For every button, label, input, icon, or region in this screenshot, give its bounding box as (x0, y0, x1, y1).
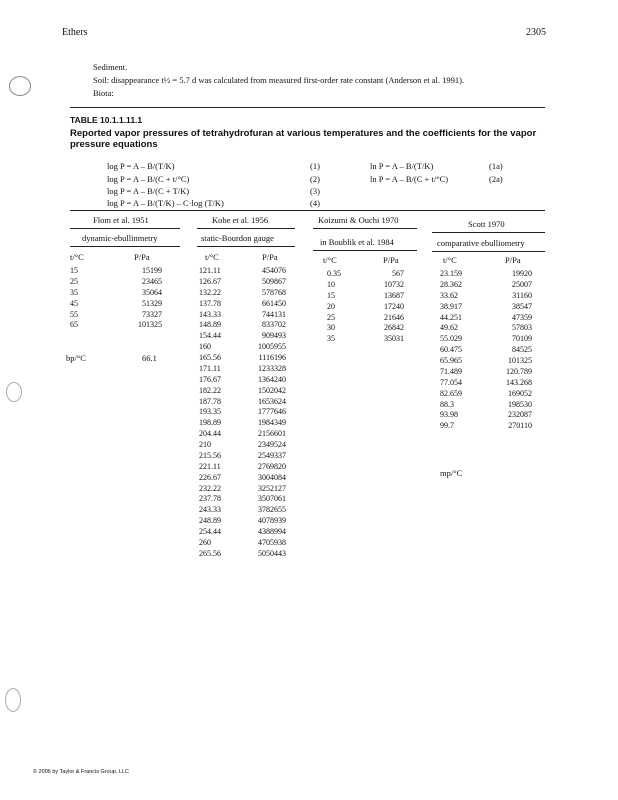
group2-t-cell: 121.11 (199, 266, 221, 275)
group4-t-cell: 55.029 (440, 334, 462, 344)
group2-p-cell: 4388994 (258, 527, 286, 536)
group2-p-cell: 661450 (262, 298, 286, 308)
group4-p-cell: 169052 (508, 388, 532, 398)
group4-p-cell: 47359 (512, 312, 532, 322)
group1-p-cell: 35064 (142, 287, 162, 297)
group4-author-rule (432, 232, 545, 233)
group3-p-cell: 567 (392, 269, 404, 278)
group3-header-p: P/Pa (383, 255, 399, 265)
group2-t-cell: 265.56 (199, 548, 221, 558)
group2-t-cell: 193.35 (199, 407, 221, 417)
group2-t-cell: 187.78 (199, 396, 221, 406)
group3-p-cell: 10732 (384, 279, 404, 289)
group2-t-cell: 237.78 (199, 494, 221, 504)
group4-header-p: P/Pa (505, 255, 521, 265)
group2-t-cell: 226.67 (199, 472, 221, 482)
group1-method: dynamic-ebullinmetry (82, 233, 158, 243)
group2-p-cell: 1502042 (258, 385, 286, 395)
group2-header-t: t/°C (205, 252, 219, 262)
table-top-rule (70, 107, 545, 108)
group3-p-cell: 35031 (384, 334, 404, 344)
running-header-title: Ethers (62, 27, 88, 38)
group1-p-cell: 15199 (142, 266, 162, 275)
group2-p-column (240, 266, 286, 560)
group3-t-cell: 20 (327, 301, 335, 311)
group4-method-rule (432, 251, 545, 252)
group2-t-cell: 165.56 (199, 353, 221, 362)
group3-p-cell: 21646 (384, 312, 404, 322)
group1-p-column (120, 266, 162, 331)
group4-p-cell: 31160 (512, 290, 532, 300)
equation-1: log P = A – B/(T/K) (107, 161, 175, 171)
group2-t-cell: 221.11 (199, 461, 221, 471)
group3-header-t: t/°C (323, 255, 337, 265)
equation-2a: ln P = A – B/(C + t/°C) (370, 174, 449, 184)
group2-author: Kobe et al. 1956 (212, 215, 269, 225)
group2-p-cell: 3004084 (258, 472, 286, 482)
group2-p-cell: 4078939 (258, 516, 286, 526)
group2-p-cell: 909493 (262, 331, 286, 341)
group3-t-cell: 15 (327, 290, 335, 300)
group2-t-cell: 143.33 (199, 309, 221, 319)
group4-t-cell: 99.7 (440, 421, 454, 431)
group4-t-cell: 49.62 (440, 323, 458, 333)
group4-method: comparative ebulliometry (437, 238, 525, 248)
group2-t-cell: 137.78 (199, 298, 221, 308)
group2-t-cell: 243.33 (199, 505, 221, 515)
group2-t-cell: 204.44 (199, 429, 221, 439)
group2-p-cell: 1653624 (258, 396, 286, 406)
group4-p-cell: 19920 (512, 269, 532, 278)
equation-2: log P = A – B/(C + t/°C) (107, 174, 190, 184)
group2-p-cell: 509867 (262, 276, 286, 286)
group1-header-p: P/Pa (134, 252, 150, 262)
group4-t-cell: 82.659 (440, 388, 462, 398)
group4-p-cell: 270110 (508, 421, 532, 431)
equation-3-number: (3) (310, 186, 320, 196)
group2-t-cell: 182.22 (199, 385, 221, 395)
group2-author-rule (197, 228, 295, 229)
group2-p-cell: 1364240 (258, 374, 286, 384)
group2-t-cell: 132.22 (199, 287, 221, 297)
group4-author: Scott 1970 (468, 219, 505, 229)
table-caption-line2: pressure equations (70, 139, 158, 150)
group4-t-cell: 33.62 (440, 290, 458, 300)
group2-p-cell: 744131 (262, 309, 286, 319)
group1-author-rule (70, 228, 180, 229)
group2-p-cell: 3507061 (258, 494, 286, 504)
group1-method-rule (70, 246, 180, 247)
group2-header-p: P/Pa (262, 252, 278, 262)
group2-t-cell: 254.44 (199, 527, 221, 536)
group1-author: Flom et al. 1951 (93, 215, 149, 225)
group2-p-cell: 2349524 (258, 440, 286, 449)
group1-t-column (70, 266, 78, 331)
group2-p-cell: 833702 (262, 320, 286, 330)
binder-hole-top (9, 76, 31, 96)
group2-t-cell: 198.89 (199, 418, 221, 428)
equation-1a: ln P = A – B/(T/K) (370, 161, 434, 171)
group4-t-cell: 65.965 (440, 356, 462, 365)
group4-p-cell: 101325 (508, 356, 532, 365)
group4-t-cell: 60.475 (440, 345, 462, 355)
group4-p-cell: 57803 (512, 323, 532, 333)
group4-p-cell: 25007 (512, 279, 532, 289)
group1-t-cell: 15 (70, 266, 78, 275)
group2-p-cell: 4705938 (258, 537, 286, 547)
group4-t-cell: 44.251 (440, 312, 462, 322)
group2-t-column (199, 266, 221, 560)
group1-bp-value: 66.1 (142, 353, 157, 363)
group2-t-cell: 215.56 (199, 450, 221, 460)
group2-p-cell: 1233328 (258, 363, 286, 373)
group2-method-rule (197, 246, 295, 247)
group2-p-cell: 578768 (262, 287, 286, 297)
equation-4-number: (4) (310, 198, 320, 208)
group3-t-cell: 25 (327, 312, 335, 322)
equation-2a-number: (2a) (489, 174, 503, 184)
footer-copyright: © 2006 by Taylor & Francis Group, LLC (33, 769, 129, 775)
group4-p-cell: 70109 (512, 334, 532, 344)
group4-p-cell: 198530 (508, 399, 532, 409)
group4-t-cell: 93.98 (440, 410, 458, 420)
group3-t-column (327, 269, 341, 345)
group2-t-cell: 126.67 (199, 276, 221, 286)
binder-hole-middle (6, 382, 22, 402)
group4-t-cell: 28.362 (440, 279, 462, 289)
equation-2-number: (2) (310, 174, 320, 184)
group1-header-t: t/°C (70, 252, 84, 262)
group4-t-column (440, 269, 462, 432)
group3-p-cell: 26842 (384, 323, 404, 333)
group4-t-cell: 71.489 (440, 366, 462, 376)
group4-p-cell: 38547 (512, 301, 532, 311)
binder-hole-bottom (5, 688, 21, 712)
group3-t-cell: 0.35 (327, 269, 341, 278)
group4-p-cell: 232087 (508, 410, 532, 420)
group2-p-cell: 1984349 (258, 418, 286, 428)
group2-t-cell: 160 (199, 342, 211, 352)
group1-t-cell: 35 (70, 287, 78, 297)
group3-method-rule (313, 250, 417, 251)
group3-author: Koizumi & Ouchi 1970 (318, 215, 399, 225)
group2-t-cell: 176.67 (199, 374, 221, 384)
group2-method: static-Bourdon gauge (201, 233, 274, 243)
group3-t-cell: 10 (327, 279, 335, 289)
group3-p-cell: 13687 (384, 290, 404, 300)
group3-t-cell: 35 (327, 334, 335, 344)
group1-p-cell: 51329 (142, 298, 162, 308)
equation-1a-number: (1a) (489, 161, 503, 171)
group3-author-rule (313, 228, 417, 229)
group2-t-cell: 232.22 (199, 483, 221, 493)
group2-p-cell: 1005955 (258, 342, 286, 352)
group1-p-cell: 73327 (142, 309, 162, 319)
group2-p-cell: 2156601 (258, 429, 286, 439)
table-number: TABLE 10.1.1.11.1 (70, 115, 143, 125)
intro-biota: Biota: (93, 88, 114, 98)
group1-p-cell: 101325 (138, 320, 162, 330)
group2-p-cell: 1116196 (258, 353, 286, 362)
group3-t-cell: 30 (327, 323, 335, 333)
group1-t-cell: 55 (70, 309, 78, 319)
group4-t-cell: 77.054 (440, 377, 462, 387)
group3-method: in Boublik et al. 1984 (320, 237, 394, 247)
group4-mp-label: mp/°C (440, 468, 463, 478)
group1-t-cell: 25 (70, 276, 78, 286)
group3-p-cell: 17240 (384, 301, 404, 311)
group4-t-cell: 23.159 (440, 269, 462, 278)
table-caption-line1: Reported vapor pressures of tetrahydrofuran at various temperatures and the coefficients for the vapor (70, 128, 537, 139)
group2-p-cell: 3782655 (258, 505, 286, 515)
group1-p-cell: 23465 (142, 276, 162, 286)
group2-p-cell: 1777646 (258, 407, 286, 417)
group2-t-cell: 260 (199, 537, 211, 547)
group4-t-cell: 88.3 (440, 399, 454, 409)
group3-p-column (358, 269, 404, 345)
group2-p-cell: 2549337 (258, 450, 286, 460)
group4-header-t: t/°C (443, 255, 457, 265)
group2-t-cell: 148.89 (199, 320, 221, 330)
equation-3: log P = A – B/(C + T/K) (107, 186, 190, 196)
group4-p-cell: 120.789 (506, 366, 532, 376)
group2-t-cell: 171.11 (199, 363, 221, 373)
intro-sediment: Sediment. (93, 62, 128, 72)
group2-t-cell: 248.89 (199, 516, 221, 526)
group4-p-cell: 84525 (512, 345, 532, 355)
group1-t-cell: 65 (70, 320, 78, 330)
group4-t-cell: 38.917 (440, 301, 462, 311)
group1-t-cell: 45 (70, 298, 78, 308)
equation-4: log P = A – B/(T/K) – C·log (T/K) (107, 198, 224, 208)
group2-p-cell: 3252127 (258, 483, 286, 493)
group1-bp-label: bp/°C (66, 353, 86, 363)
group4-p-column (490, 269, 532, 432)
page-number: 2305 (526, 27, 546, 38)
group2-t-cell: 210 (199, 440, 211, 449)
group2-p-cell: 454076 (262, 266, 286, 275)
group2-p-cell: 2769820 (258, 461, 286, 471)
group2-t-cell: 154.44 (199, 331, 221, 341)
group2-p-cell: 5050443 (258, 548, 286, 558)
equations-bottom-rule (70, 210, 545, 211)
intro-soil: Soil: disappearance t½ = 5.7 d was calculated from measured first-order rate constant (Anderson et al. 1991). (93, 75, 465, 85)
equation-1-number: (1) (310, 161, 320, 171)
group4-p-cell: 143.268 (506, 377, 532, 387)
